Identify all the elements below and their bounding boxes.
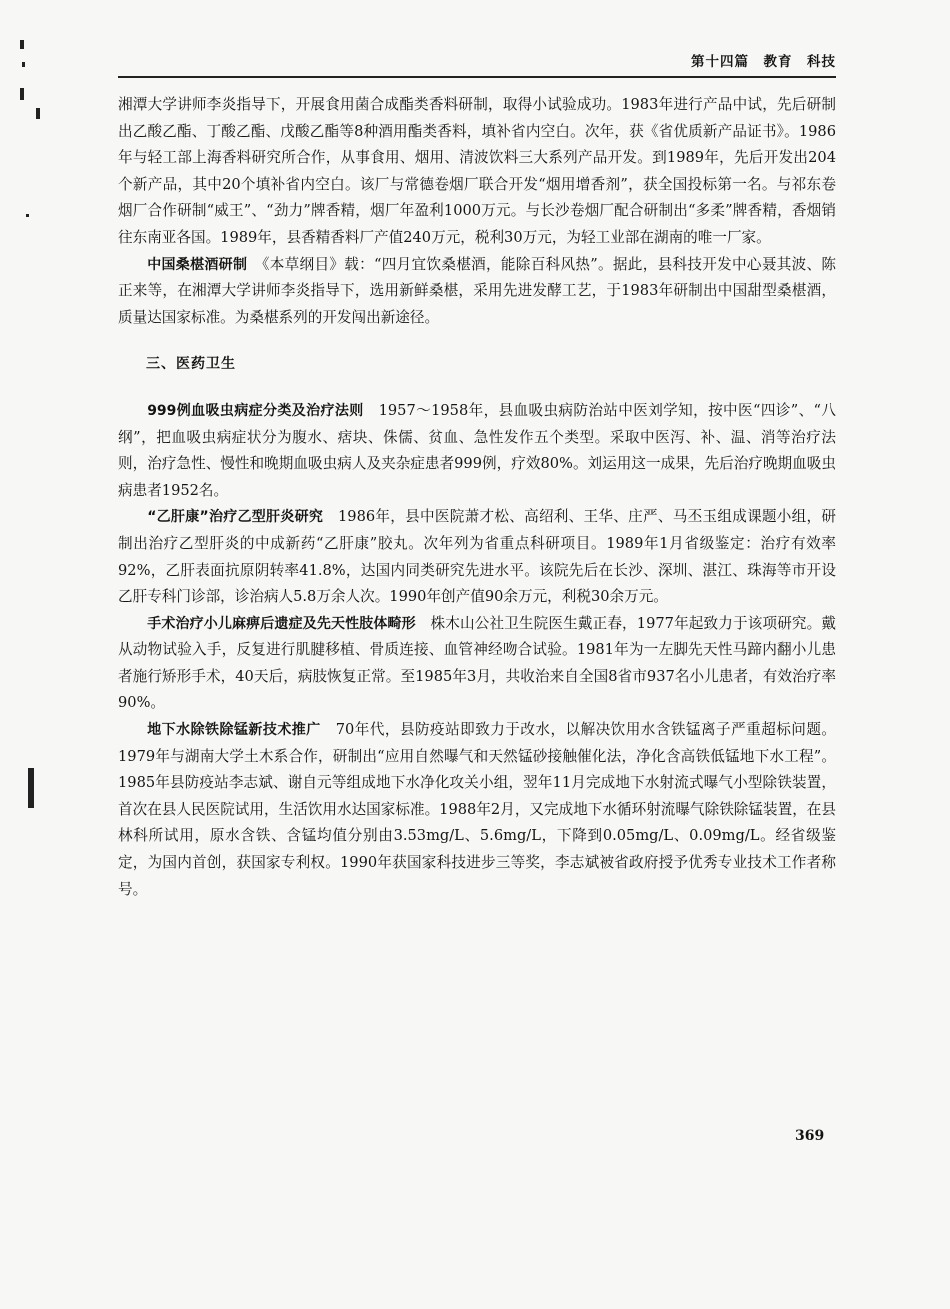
body-text <box>118 92 836 903</box>
paragraph-continuation <box>118 92 836 252</box>
paragraph-text: 湘潭大学讲师李炎指导下，开展食用菌合成酯类香料研制，取得小试验成功。1983年进行产品中试，先后研制出乙酸乙酯、丁酸乙酯、戊酸乙酯等8种酒用酯类香料，填补省内空白。次年，获《省优质新产品证书》。1986年与轻工部上海香料研究所合作，从事食用、烟用、清波饮料三大系列产品开发。到1989年，先后开发出204个新产品，其中20个填补省内空白。该厂与常德卷烟厂联合开发“烟用增香剂”，获全国投标第一名。与祁东卷烟厂合作研制“威王”、“劲力”牌香精，烟厂年盈利1000万元。与长沙卷烟厂配合研制出“多柔”牌香精，香烟销往东南亚各国。1989年，县香精香料厂产值240万元，税利30万元，为轻工业部在湖南的唯一厂家。 <box>118 96 836 246</box>
header-rule <box>118 76 836 78</box>
paragraph-groundwater <box>118 717 836 903</box>
paragraph-text: 70年代，县防疫站即致力于改水，以解决饮用水含铁锰离子严重超标问题。1979年与湖南大学土木系合作，研制出“应用自然曝气和天然锰砂接触催化法，净化含高铁低锰地下水工程”。1985年县防疫站李志斌、谢自元等组成地下水净化攻关小组，翌年11月完成地下水射流式曝气小型除铁装置，首次在县人民医院试用，生活饮用水达国家标准。1988年2月，又完成地下水循环射流曝气除铁除锰装置，在县林科所试用，原水含铁、含锰均值分别由3.53mg/L、5.6mg/L，下降到0.05mg/L、0.09mg/L。经省级鉴定，为国内首创，获国家专利权。1990年获国家科技进步三等奖，李志斌被省政府授予优秀专业技术工作者称号。 <box>118 721 837 898</box>
paragraph-polio-surgery <box>118 611 836 717</box>
paragraph-text: 《本草纲目》载：“四月宜饮桑椹酒，能除百科风热”。据此，县科技开发中心聂其波、陈正来等，在湘潭大学讲师李炎指导下，选用新鲜桑椹，采用先进发酵工艺，于1983年研制出中国甜型桑椹酒，质量达国家标准。为桑椹系列的开发闯出新途径。 <box>118 255 836 326</box>
paragraph-keyword: 手术治疗小儿麻痹后遗症及先天性肢体畸形 <box>147 615 416 632</box>
paragraph-keyword: 中国桑椹酒研制 <box>147 256 248 273</box>
scan-artifact <box>22 62 25 67</box>
paragraph-text: 株木山公社卫生院医生戴正春，1977年起致力于该项研究。戴从动物试验入手，反复进行肌腱移植、骨质连接、血管神经吻合试验。1981年为一左脚先天性马蹄内翻小儿患者施行矫形手术，40天后，病肢恢复正常。至1985年3月，共收治来自全国8省市937名小儿患者，有效治疗率90%。 <box>118 614 836 712</box>
paragraph-mulberry-wine <box>118 252 836 332</box>
scan-artifact <box>20 40 24 49</box>
scan-artifact <box>36 108 40 119</box>
scan-artifact <box>20 88 24 100</box>
scan-artifact <box>26 214 29 217</box>
page-number: 369 <box>795 1128 825 1144</box>
paragraph-text: 1986年，县中医院萧才松、高绍利、王华、庄严、马丕玉组成课题小组，研制出治疗乙型肝炎的中成新药“乙肝康”胶丸。次年列为省重点科研项目。1989年1月省级鉴定：治疗有效率92%，乙肝表面抗原阴转率41.8%，达国内同类研究先进水平。该院先后在长沙、深圳、湛江、珠海等市开设乙肝专科门诊部，诊治病人5.8万余人次。1990年创产值90余万元，利税30余万元。 <box>118 508 836 606</box>
paragraph-schistosomiasis <box>118 398 836 504</box>
paragraph-keyword: 999例血吸虫病症分类及治疗法则 <box>147 402 364 419</box>
section-title: 三、医药卫生 <box>146 356 236 373</box>
paragraph-keyword: 地下水除铁除锰新技术推广 <box>147 722 321 739</box>
paragraph-keyword: “乙肝康”治疗乙型肝炎研究 <box>147 509 324 526</box>
paragraph-text: 1957～1958年，县血吸虫病防治站中医刘学知，按中医“四诊”、“八纲”，把血吸虫病症状分为腹水、痞块、侏儒、贫血、急性发作五个类型。采取中医泻、补、温、消等治疗法则，治疗急性、慢性和晚期血吸虫病人及夹杂症患者999例，疗效80%。刘运用这一成果，先后治疗晚期血吸虫病患者1952名。 <box>118 401 836 499</box>
paragraph-hepatitis <box>118 504 836 610</box>
scan-artifact <box>28 768 34 808</box>
running-header: 第十四篇 教育 科技 <box>691 54 836 70</box>
